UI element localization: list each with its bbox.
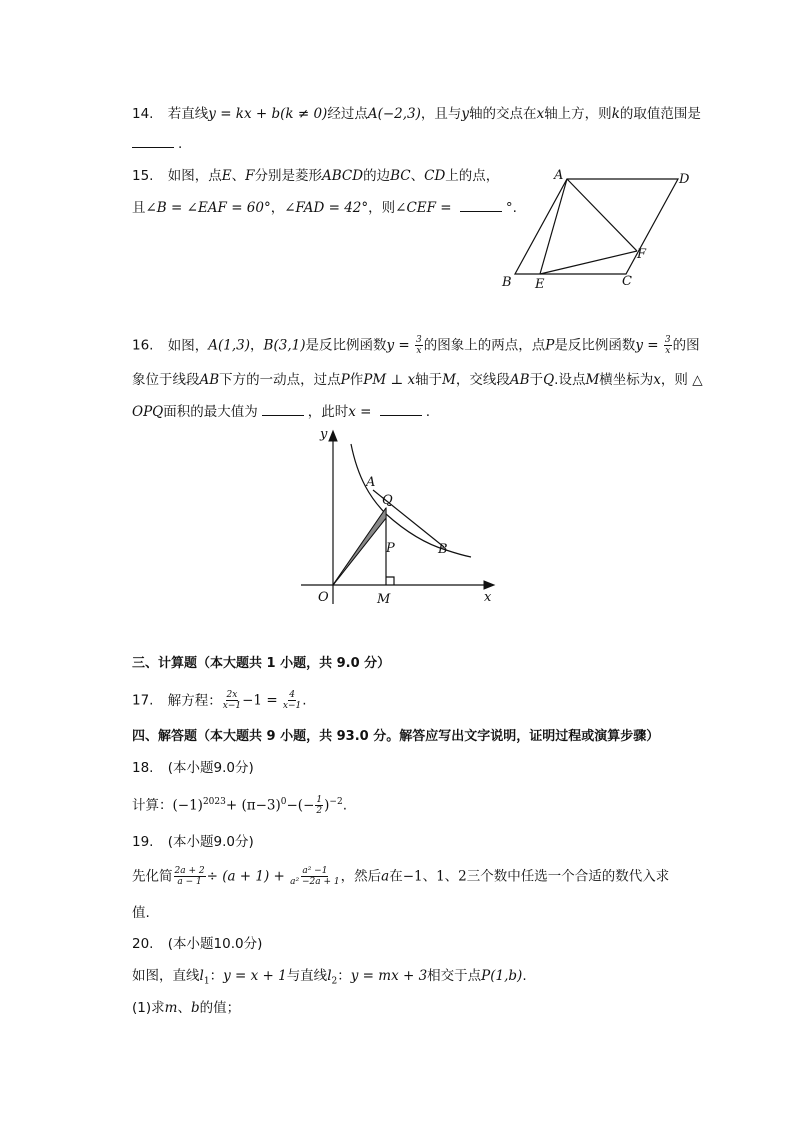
q16-line2: 象位于线段AB下方的一动点，过点P作PM ⊥ x轴于M，交线段AB于Q.设点M横坐标为x，则 △	[132, 372, 703, 388]
q18-header: 18. (本小题9.0分)	[132, 760, 254, 776]
label-b: B	[438, 542, 448, 557]
label-e: E	[535, 277, 545, 292]
answer-blank	[460, 199, 502, 212]
fraction-2a-plus-2: $\frac{2a + 2}{a - 1}$	[174, 866, 205, 887]
q16-line1: 16. 如图，A(1,3)，B(3,1)是反比例函数y = $\frac{3}{x}$ 的图象上的两点，点P是反比例函数y = $\frac{3}{x}$ 的图	[132, 335, 700, 356]
q16-line3: OPQ面积的最大值为 ，此时x = .	[132, 404, 431, 420]
q15-line2: 且∠B = ∠EAF = 60°，∠FAD = 42°，则∠CEF = °.	[132, 200, 517, 216]
label-a: A	[366, 475, 376, 490]
section-3-heading: 三、计算题（本大题共 1 小题，共 9.0 分）	[132, 656, 391, 671]
fraction-2x-over-x-minus-1: $\frac{2x}{x-1}$	[222, 690, 242, 711]
q15-number: 15.	[132, 168, 154, 184]
q16-number: 16.	[132, 337, 154, 354]
q19-body: 先化简 $\frac{2a + 2}{a - 1}$ ÷ (a + 1) + $\frac{\text{a² −1}}{\text{a² −2a + 1}}$ ，然后a在−1、1、2三个数中任选一个合适的数代入求	[132, 866, 670, 887]
fraction-4-over-x-minus-1: $\frac{4}{x-1}$	[282, 690, 302, 711]
shaded-triangle-opq	[333, 508, 386, 585]
label-y: y	[320, 427, 328, 442]
fraction-3-over-x: $\frac{3}{x}$	[664, 335, 671, 356]
fraction-a-squared: $\frac{\text{a² −1}}{\text{a² −2a + 1}}$	[290, 866, 340, 887]
label-c: C	[622, 274, 632, 289]
label-f: F	[637, 247, 647, 262]
label-a: A	[554, 168, 564, 183]
answer-blank	[262, 403, 304, 416]
rhombus-figure	[498, 164, 704, 294]
q20-header: 20. (本小题10.0分)	[132, 936, 263, 952]
label-b: B	[502, 275, 512, 290]
q20-body: 如图，直线$l_1$：y = x + 1与直线$l_2$：y = mx + 3相交于点P(1,b).	[132, 968, 527, 987]
label-p: P	[386, 541, 395, 556]
q14-line2: .	[132, 134, 182, 154]
segment-ae	[540, 179, 567, 274]
q19-number: 19.	[132, 834, 154, 850]
q19-body-line2: 值.	[132, 905, 150, 921]
q17-number: 17.	[132, 692, 154, 709]
q14-number: 14.	[132, 106, 154, 122]
label-m: M	[377, 592, 391, 607]
right-angle-mark	[386, 577, 394, 585]
fraction-1-over-2: $\frac{1}{2}$	[316, 795, 323, 816]
q20-number: 20.	[132, 936, 154, 952]
label-q: Q	[382, 493, 393, 508]
segment-ef	[540, 251, 637, 274]
q18-number: 18.	[132, 760, 154, 776]
fraction-3-over-x: $\frac{3}{x}$	[416, 335, 422, 356]
q19-header: 19. (本小题9.0分)	[132, 834, 254, 850]
q15-line1: 15. 如图，点E、F分别是菱形ABCD的边BC、CD上的点，	[132, 168, 500, 184]
q17-line: 17. 解方程： $\frac{2x}{x-1}$ −1 = $\frac{4}{x-1}$ .	[132, 690, 307, 711]
segment-af	[567, 179, 637, 251]
q14-line1: 14. 若直线y = kx + b(k ≠ 0)经过点A(−2,3)，且与y轴的交点在x轴上方，则k的取值范围是	[132, 106, 701, 122]
label-x: x	[484, 590, 492, 605]
answer-blank	[132, 135, 174, 148]
q18-body: 计算：$(-1)^{2023}+ (\pi-3)^0-(-$ $\frac{1}{2}$ )$^{-2}$.	[132, 795, 347, 816]
section-4-heading: 四、解答题（本大题共 9 小题，共 93.0 分。解答应写出文字说明，证明过程或演算步骤）	[132, 729, 660, 744]
q20-sub1: (1)求m、b的值；	[132, 1000, 241, 1016]
rhombus-abcd	[515, 179, 678, 274]
answer-blank	[380, 403, 422, 416]
label-d: D	[679, 172, 690, 187]
label-o: O	[318, 590, 329, 605]
function-graph-figure	[296, 424, 502, 610]
